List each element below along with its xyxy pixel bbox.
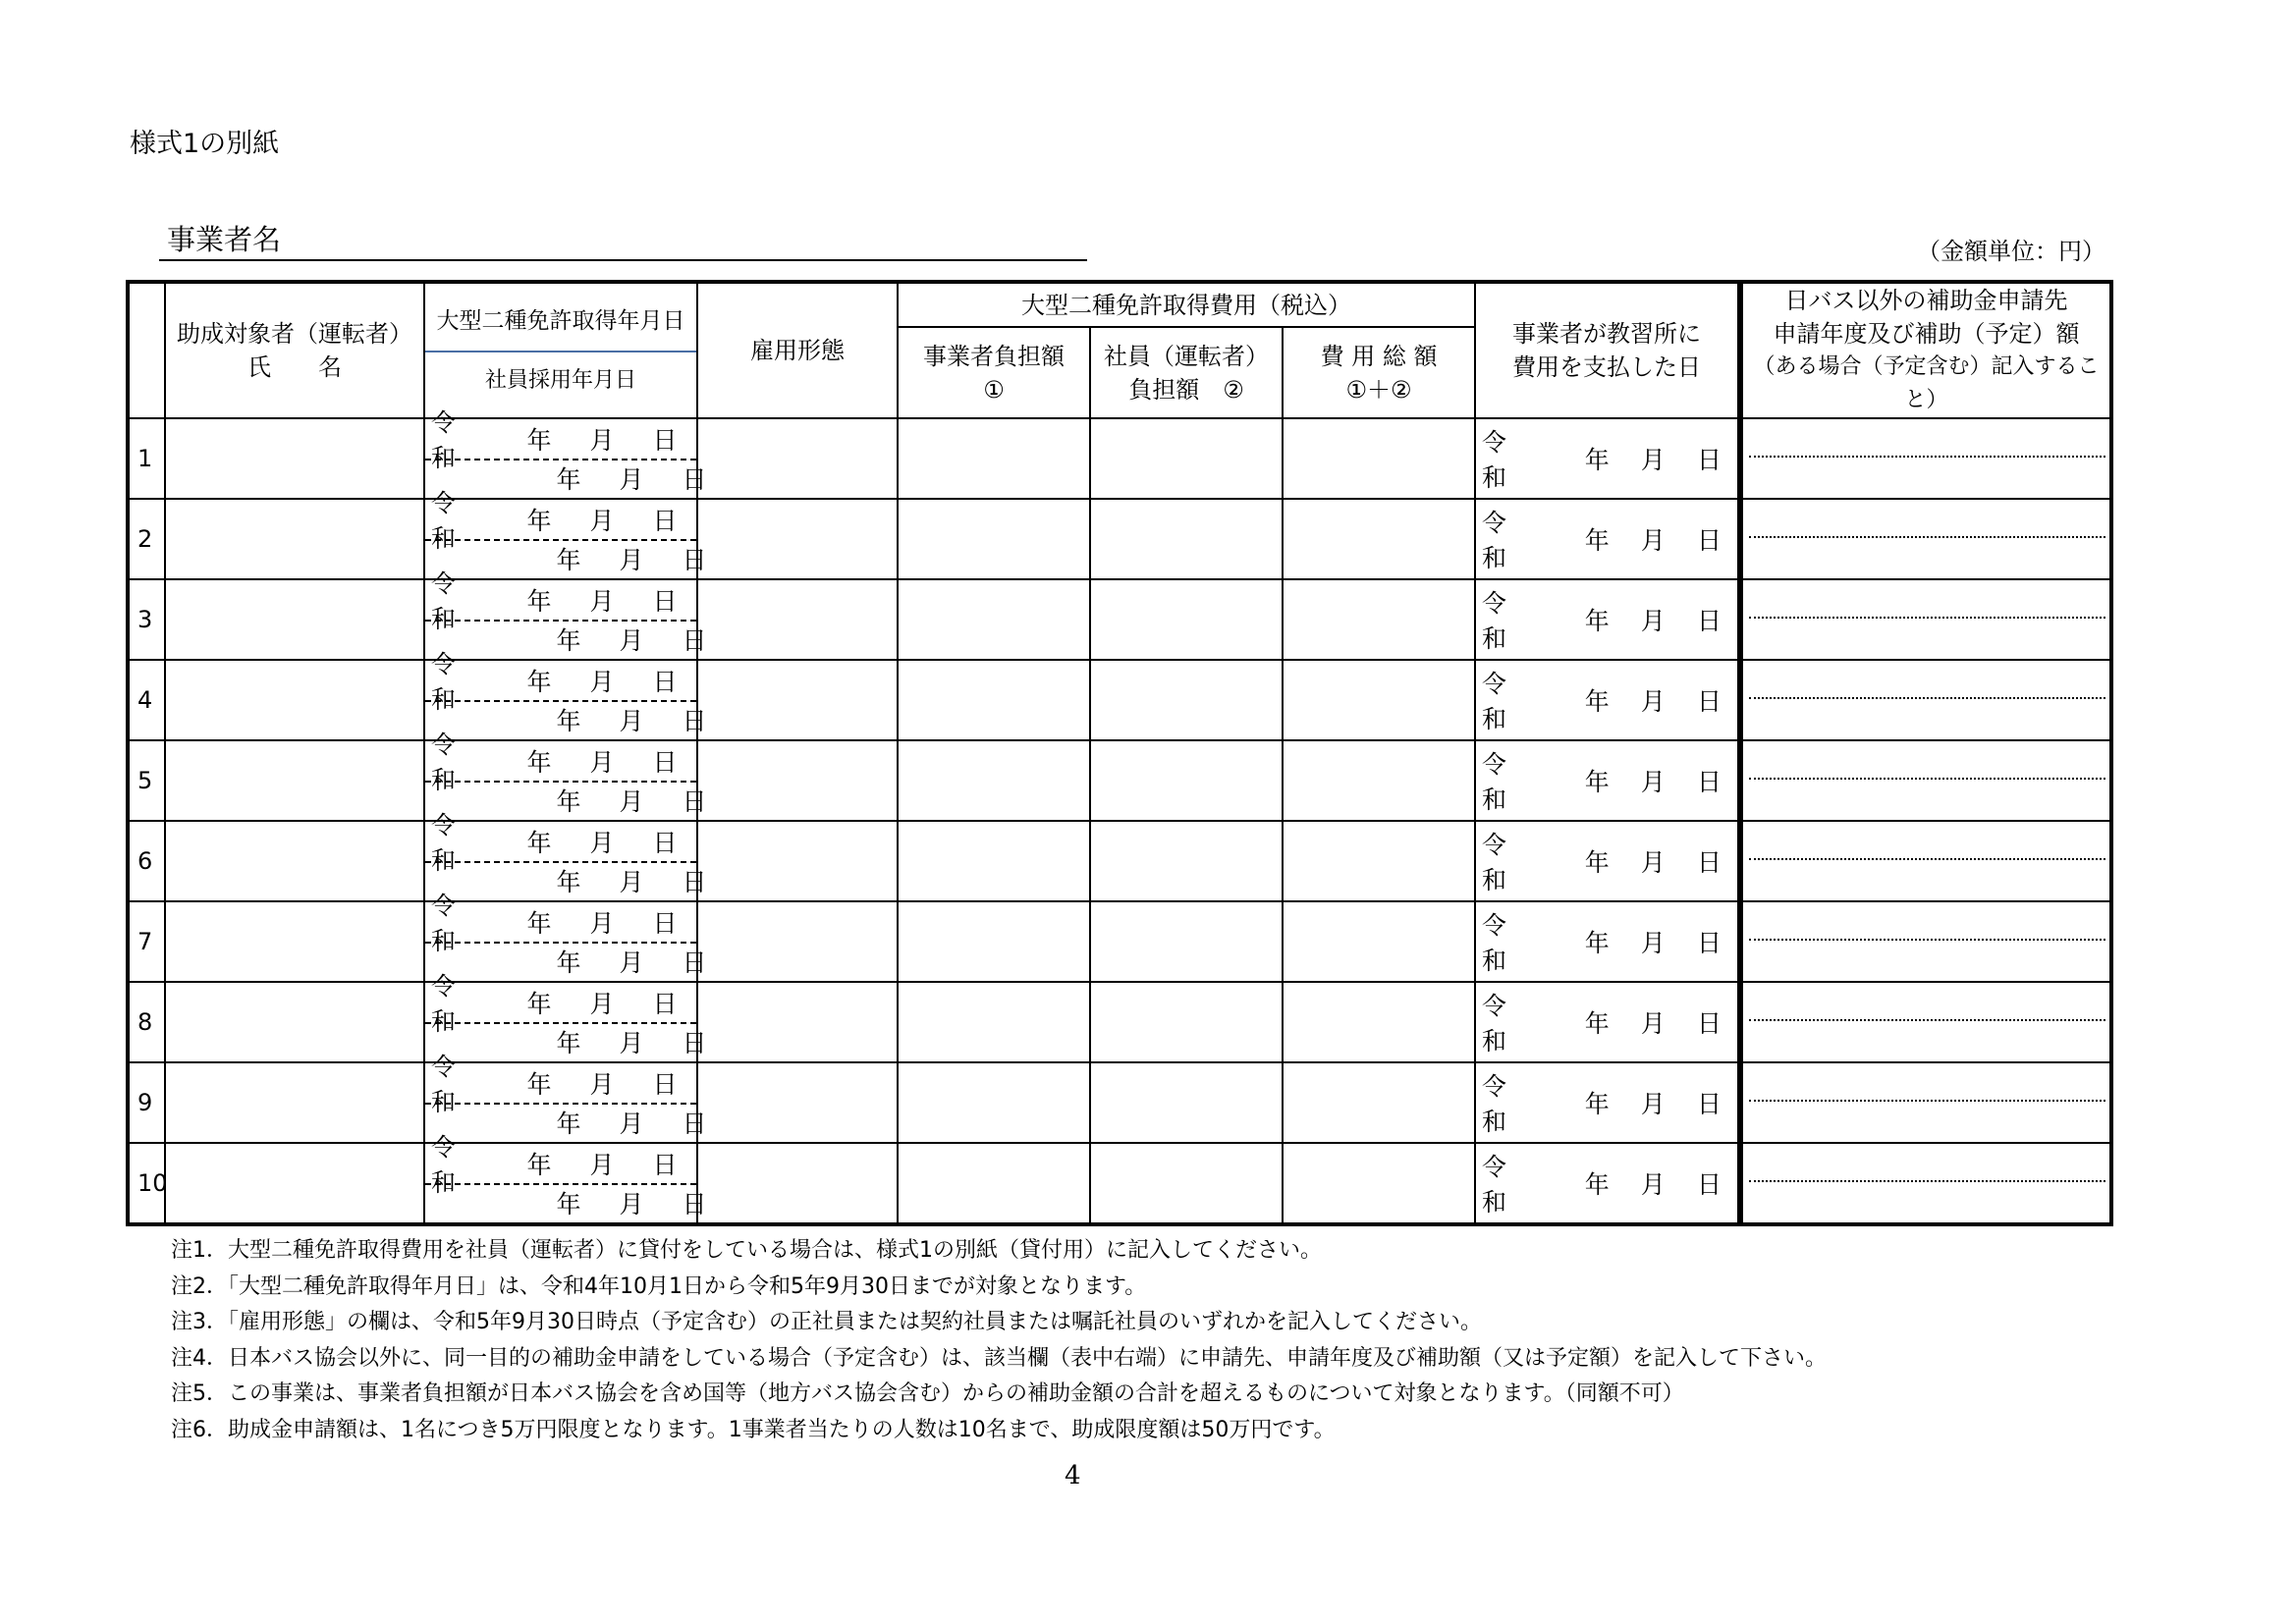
license-date-field[interactable]	[425, 1053, 696, 1116]
paydate-cell[interactable]	[1475, 418, 1740, 499]
row-number: 4	[128, 660, 165, 740]
day-label: 日	[682, 626, 707, 655]
day-label: 日	[652, 587, 678, 616]
table-row	[128, 1143, 2111, 1224]
day-label: 日	[652, 507, 678, 535]
day-label: 日	[682, 546, 707, 574]
year-label: 年	[556, 948, 581, 977]
date-cell[interactable]	[424, 489, 707, 579]
day-label: 日	[652, 668, 678, 696]
year-label: 年	[556, 1029, 581, 1057]
year-label: 年	[1584, 848, 1610, 877]
operator-burden-cell[interactable]	[898, 660, 1090, 740]
year-label: 年	[526, 507, 552, 535]
header-recipient	[165, 282, 424, 418]
operator-name-field[interactable]	[159, 259, 1087, 261]
month-label: 月	[589, 426, 615, 455]
year-label: 年	[1584, 768, 1610, 796]
header-other-line3: （ある場合（予定含む）記入すること）	[1753, 354, 2100, 412]
day-label: 日	[652, 1070, 678, 1099]
hire-date-field[interactable]	[425, 781, 707, 820]
license-date-field[interactable]	[425, 489, 696, 553]
month-label: 月	[1640, 446, 1666, 474]
day-label: 日	[682, 948, 707, 977]
date-cell[interactable]	[424, 569, 707, 660]
header-num	[128, 282, 165, 418]
header-license-date: 大型二種免許取得年月日	[425, 292, 696, 352]
month-label: 月	[619, 1110, 644, 1138]
total-cost-cell[interactable]	[1283, 1143, 1475, 1224]
hire-date-field[interactable]	[425, 861, 707, 900]
employment-type-cell[interactable]	[697, 660, 898, 740]
row-number: 1	[128, 418, 165, 499]
day-label: 日	[682, 1190, 707, 1218]
employee-burden-cell[interactable]	[1090, 901, 1283, 982]
day-label: 日	[1696, 607, 1722, 635]
notes	[171, 1233, 1827, 1448]
header-employee-burden-line1: 社員（運転者）	[1104, 342, 1269, 370]
year-label: 年	[556, 707, 581, 735]
hire-date-field[interactable]	[425, 942, 707, 981]
era-label: 令和	[1482, 589, 1507, 653]
era-label: 令和	[1482, 509, 1507, 572]
employee-burden-cell[interactable]	[1090, 499, 1283, 579]
recipient-name-cell[interactable]	[165, 982, 424, 1062]
header-other-subsidy	[1740, 282, 2111, 418]
era-label: 令和	[431, 569, 457, 633]
license-date-field[interactable]	[425, 972, 696, 1036]
era-label: 令和	[431, 972, 457, 1036]
total-cost-cell[interactable]	[1283, 1062, 1475, 1143]
total-cost-cell[interactable]	[1283, 982, 1475, 1062]
employment-type-cell[interactable]	[697, 740, 898, 821]
row-number: 9	[128, 1062, 165, 1143]
dotted-line	[1749, 536, 2105, 538]
era-label: 令和	[1482, 911, 1507, 975]
total-cost-cell[interactable]	[1283, 821, 1475, 901]
month-label: 月	[619, 787, 644, 816]
paydate-cell[interactable]	[1475, 660, 1740, 740]
header-operator-burden	[898, 327, 1090, 418]
recipient-name-cell[interactable]	[165, 901, 424, 982]
month-label: 月	[589, 587, 615, 616]
hire-date-field[interactable]	[425, 539, 707, 578]
note-item: 注3．「雇用形態」の欄は、令和5年9月30日時点（予定含む）の正社員または契約社員または嘱託社員のいずれかを記入してください。	[171, 1310, 1482, 1334]
day-label: 日	[682, 787, 707, 816]
operator-burden-cell[interactable]	[898, 418, 1090, 499]
header-dates	[424, 282, 697, 418]
note-item: 注5．この事業は、事業者負担額が日本バス協会を含め国等（地方バス協会含む）からの補助金額の合計を超えるものについて対象となります。（同額不可）	[171, 1381, 1684, 1406]
month-label: 月	[619, 546, 644, 574]
employee-burden-cell[interactable]	[1090, 740, 1283, 821]
year-label: 年	[1584, 929, 1610, 957]
license-date-field[interactable]	[425, 731, 696, 794]
month-label: 月	[1640, 607, 1666, 635]
header-total	[1283, 327, 1475, 418]
employment-type-cell[interactable]	[697, 1143, 898, 1224]
month-label: 月	[589, 1070, 615, 1099]
era-label: 令和	[1482, 992, 1507, 1056]
day-label: 日	[1696, 768, 1722, 796]
month-label: 月	[1640, 1170, 1666, 1199]
employment-type-cell[interactable]	[697, 579, 898, 660]
year-label: 年	[526, 426, 552, 455]
day-label: 日	[682, 707, 707, 735]
date-cell[interactable]	[424, 408, 707, 499]
recipient-name-cell[interactable]	[165, 418, 424, 499]
day-label: 日	[682, 868, 707, 896]
employee-burden-cell[interactable]	[1090, 821, 1283, 901]
era-label: 令和	[431, 489, 457, 553]
dotted-line	[1749, 778, 2105, 780]
note-item: 注1．大型二種免許取得費用を社員（運転者）に貸付をしている場合は、様式1の別紙（貸付用）に記入してください。	[171, 1238, 1322, 1263]
employee-burden-cell[interactable]	[1090, 418, 1283, 499]
row-number: 2	[128, 499, 165, 579]
date-cell[interactable]	[424, 1133, 707, 1224]
hire-date-field[interactable]	[425, 459, 707, 498]
license-date-field[interactable]	[425, 811, 696, 875]
employment-type-cell[interactable]	[697, 821, 898, 901]
day-label: 日	[682, 465, 707, 494]
license-date-field[interactable]	[425, 569, 696, 633]
month-label: 月	[589, 990, 615, 1018]
note-item: 注6．助成金申請額は、1名につき5万円限度となります。1事業者当たりの人数は10名まで、助成限度額は50万円です。	[171, 1417, 1336, 1442]
year-label: 年	[526, 668, 552, 696]
operator-name-label: 事業者名	[167, 223, 282, 256]
row-number: 5	[128, 740, 165, 821]
operator-burden-cell[interactable]	[898, 821, 1090, 901]
other-subsidy-cell[interactable]	[1740, 740, 2111, 821]
recipient-name-cell[interactable]	[165, 579, 424, 660]
employment-type-cell[interactable]	[697, 418, 898, 499]
header-total-line2: ①＋②	[1345, 375, 1412, 404]
license-date-field[interactable]	[425, 1133, 696, 1197]
year-label: 年	[526, 1070, 552, 1099]
era-label: 令和	[1482, 750, 1507, 814]
hire-date-field[interactable]	[425, 1183, 707, 1222]
paydate-cell[interactable]	[1475, 1143, 1740, 1224]
header-recipient-line2: 氏 名	[247, 353, 342, 381]
other-subsidy-cell[interactable]	[1740, 499, 2111, 579]
year-label: 年	[1584, 607, 1610, 635]
year-label: 年	[556, 626, 581, 655]
recipient-name-cell[interactable]	[165, 821, 424, 901]
recipient-name-cell[interactable]	[165, 1143, 424, 1224]
dotted-line	[1749, 858, 2105, 860]
operator-burden-cell[interactable]	[898, 982, 1090, 1062]
recipient-name-cell[interactable]	[165, 499, 424, 579]
dotted-line	[1749, 1180, 2105, 1182]
employment-type-cell[interactable]	[697, 982, 898, 1062]
employment-type-cell[interactable]	[697, 901, 898, 982]
year-label: 年	[1584, 1009, 1610, 1038]
month-label: 月	[589, 1151, 615, 1179]
header-employment-type: 雇用形態	[697, 282, 898, 418]
month-label: 月	[619, 868, 644, 896]
day-label: 日	[652, 1151, 678, 1179]
header-paydate-line1: 事業者が教習所に	[1512, 320, 1702, 348]
employment-type-cell[interactable]	[697, 1062, 898, 1143]
paydate-cell[interactable]	[1475, 901, 1740, 982]
dotted-line	[1749, 939, 2105, 941]
year-label: 年	[1584, 687, 1610, 716]
other-subsidy-cell[interactable]	[1740, 660, 2111, 740]
paydate-cell[interactable]	[1475, 1062, 1740, 1143]
total-cost-cell[interactable]	[1283, 579, 1475, 660]
page-number: 4	[1065, 1461, 1081, 1490]
year-label: 年	[526, 748, 552, 777]
day-label: 日	[682, 1110, 707, 1138]
year-label: 年	[526, 909, 552, 938]
date-cell[interactable]	[424, 650, 707, 740]
paydate-cell[interactable]	[1475, 499, 1740, 579]
era-label: 令和	[431, 1053, 457, 1116]
day-label: 日	[1696, 848, 1722, 877]
total-cost-cell[interactable]	[1283, 660, 1475, 740]
month-label: 月	[619, 465, 644, 494]
other-subsidy-cell[interactable]	[1740, 821, 2111, 901]
paydate-cell[interactable]	[1475, 821, 1740, 901]
day-label: 日	[652, 990, 678, 1018]
operator-burden-cell[interactable]	[898, 1143, 1090, 1224]
row-number: 6	[128, 821, 165, 901]
hire-date-field[interactable]	[425, 1103, 707, 1142]
employee-burden-cell[interactable]	[1090, 660, 1283, 740]
day-label: 日	[1696, 1090, 1722, 1118]
header-cost-group: 大型二種免許取得費用（税込）	[898, 282, 1475, 327]
total-cost-cell[interactable]	[1283, 740, 1475, 821]
month-label: 月	[1640, 687, 1666, 716]
date-cell[interactable]	[424, 811, 707, 901]
license-date-field[interactable]	[425, 892, 696, 955]
year-label: 年	[556, 1190, 581, 1218]
month-label: 月	[589, 829, 615, 857]
year-label: 年	[556, 1110, 581, 1138]
year-label: 年	[526, 1151, 552, 1179]
month-label: 月	[1640, 1009, 1666, 1038]
month-label: 月	[589, 909, 615, 938]
header-hire-date: 社員採用年月日	[484, 368, 636, 393]
unit-note: （金額単位：円）	[1917, 238, 2105, 265]
row-number: 3	[128, 579, 165, 660]
day-label: 日	[1696, 1009, 1722, 1038]
era-label: 令和	[431, 731, 457, 794]
era-label: 令和	[431, 892, 457, 955]
year-label: 年	[526, 587, 552, 616]
operator-burden-cell[interactable]	[898, 499, 1090, 579]
month-label: 月	[619, 1029, 644, 1057]
dotted-line	[1749, 617, 2105, 619]
era-label: 令和	[1482, 428, 1507, 492]
other-subsidy-cell[interactable]	[1740, 1062, 2111, 1143]
row-number: 7	[128, 901, 165, 982]
header-other-line1: 日バス以外の補助金申請先	[1784, 287, 2068, 314]
paydate-cell[interactable]	[1475, 579, 1740, 660]
operator-burden-cell[interactable]	[898, 901, 1090, 982]
employment-type-cell[interactable]	[697, 499, 898, 579]
paydate-cell[interactable]	[1475, 982, 1740, 1062]
header-employee-burden-line2: 負担額 ②	[1128, 375, 1244, 404]
day-label: 日	[1696, 526, 1722, 555]
date-cell[interactable]	[424, 731, 707, 821]
dotted-line	[1749, 1019, 2105, 1021]
header-total-line1: 費 用 総 額	[1320, 342, 1438, 370]
month-label: 月	[1640, 1090, 1666, 1118]
day-label: 日	[652, 829, 678, 857]
operator-burden-cell[interactable]	[898, 740, 1090, 821]
month-label: 月	[1640, 526, 1666, 555]
day-label: 日	[1696, 446, 1722, 474]
year-label: 年	[556, 546, 581, 574]
month-label: 月	[619, 948, 644, 977]
other-subsidy-cell[interactable]	[1740, 418, 2111, 499]
note-item: 注4．日本バス協会以外に、同一目的の補助金申請をしている場合（予定含む）は、該当欄（表中右端）に申請先、申請年度及び補助額（又は予定額）を記入して下さい。	[171, 1345, 1828, 1371]
month-label: 月	[1640, 848, 1666, 877]
header-operator-burden-line2: ①	[983, 375, 1005, 404]
dotted-line	[1749, 1100, 2105, 1102]
month-label: 月	[589, 668, 615, 696]
day-label: 日	[652, 748, 678, 777]
day-label: 日	[1696, 687, 1722, 716]
employee-burden-cell[interactable]	[1090, 1062, 1283, 1143]
row-number: 8	[128, 982, 165, 1062]
paydate-cell[interactable]	[1475, 740, 1740, 821]
month-label: 月	[619, 626, 644, 655]
era-label: 令和	[431, 650, 457, 714]
era-label: 令和	[431, 1133, 457, 1197]
row-number: 10	[128, 1143, 165, 1224]
date-cell[interactable]	[424, 972, 707, 1062]
day-label: 日	[652, 426, 678, 455]
note-item: 注2．「大型二種免許取得年月日」は、令和4年10月1日から令和5年9月30日までが対象となります。	[171, 1273, 1147, 1299]
application-table	[126, 280, 2113, 1226]
year-label: 年	[1584, 1090, 1610, 1118]
license-date-field[interactable]	[425, 408, 696, 472]
dotted-line	[1749, 456, 2105, 458]
era-label: 令和	[431, 811, 457, 875]
hire-date-field[interactable]	[425, 700, 707, 739]
recipient-name-cell[interactable]	[165, 1062, 424, 1143]
employee-burden-cell[interactable]	[1090, 982, 1283, 1062]
header-operator-burden-line1: 事業者負担額	[923, 342, 1065, 370]
other-subsidy-cell[interactable]	[1740, 982, 2111, 1062]
era-label: 令和	[1482, 1072, 1507, 1136]
header-recipient-line1: 助成対象者（運転者）	[177, 320, 412, 348]
total-cost-cell[interactable]	[1283, 499, 1475, 579]
operator-burden-cell[interactable]	[898, 579, 1090, 660]
form-id: 様式1の別紙	[130, 129, 280, 159]
date-cell[interactable]	[424, 1053, 707, 1143]
year-label: 年	[556, 465, 581, 494]
era-label: 令和	[1482, 670, 1507, 733]
month-label: 月	[619, 1190, 644, 1218]
day-label: 日	[652, 909, 678, 938]
employee-burden-cell[interactable]	[1090, 1143, 1283, 1224]
month-label: 月	[619, 707, 644, 735]
day-label: 日	[682, 1029, 707, 1057]
dotted-line	[1749, 697, 2105, 699]
day-label: 日	[1696, 1170, 1722, 1199]
month-label: 月	[589, 507, 615, 535]
header-paydate	[1475, 282, 1740, 418]
era-label: 令和	[431, 408, 457, 472]
year-label: 年	[526, 990, 552, 1018]
year-label: 年	[1584, 526, 1610, 555]
total-cost-cell[interactable]	[1283, 418, 1475, 499]
era-label: 令和	[1482, 831, 1507, 894]
month-label: 月	[1640, 929, 1666, 957]
year-label: 年	[556, 868, 581, 896]
year-label: 年	[526, 829, 552, 857]
other-subsidy-cell[interactable]	[1740, 1143, 2111, 1224]
operator-burden-cell[interactable]	[898, 1062, 1090, 1143]
year-label: 年	[1584, 446, 1610, 474]
header-paydate-line2: 費用を支払した日	[1512, 353, 1702, 381]
month-label: 月	[1640, 768, 1666, 796]
date-cell[interactable]	[424, 892, 707, 982]
license-date-field[interactable]	[425, 650, 696, 714]
header-other-line2: 申請年度及び補助（予定）額	[1773, 320, 2080, 348]
recipient-name-cell[interactable]	[165, 740, 424, 821]
year-label: 年	[1584, 1170, 1610, 1199]
era-label: 令和	[1482, 1153, 1507, 1217]
other-subsidy-cell[interactable]	[1740, 579, 2111, 660]
other-subsidy-cell[interactable]	[1740, 901, 2111, 982]
year-label: 年	[556, 787, 581, 816]
month-label: 月	[589, 748, 615, 777]
day-label: 日	[1696, 929, 1722, 957]
hire-date-field[interactable]	[425, 620, 707, 659]
recipient-name-cell[interactable]	[165, 660, 424, 740]
employee-burden-cell[interactable]	[1090, 579, 1283, 660]
hire-date-field[interactable]	[425, 1022, 707, 1061]
header-employee-burden	[1090, 327, 1283, 418]
total-cost-cell[interactable]	[1283, 901, 1475, 982]
